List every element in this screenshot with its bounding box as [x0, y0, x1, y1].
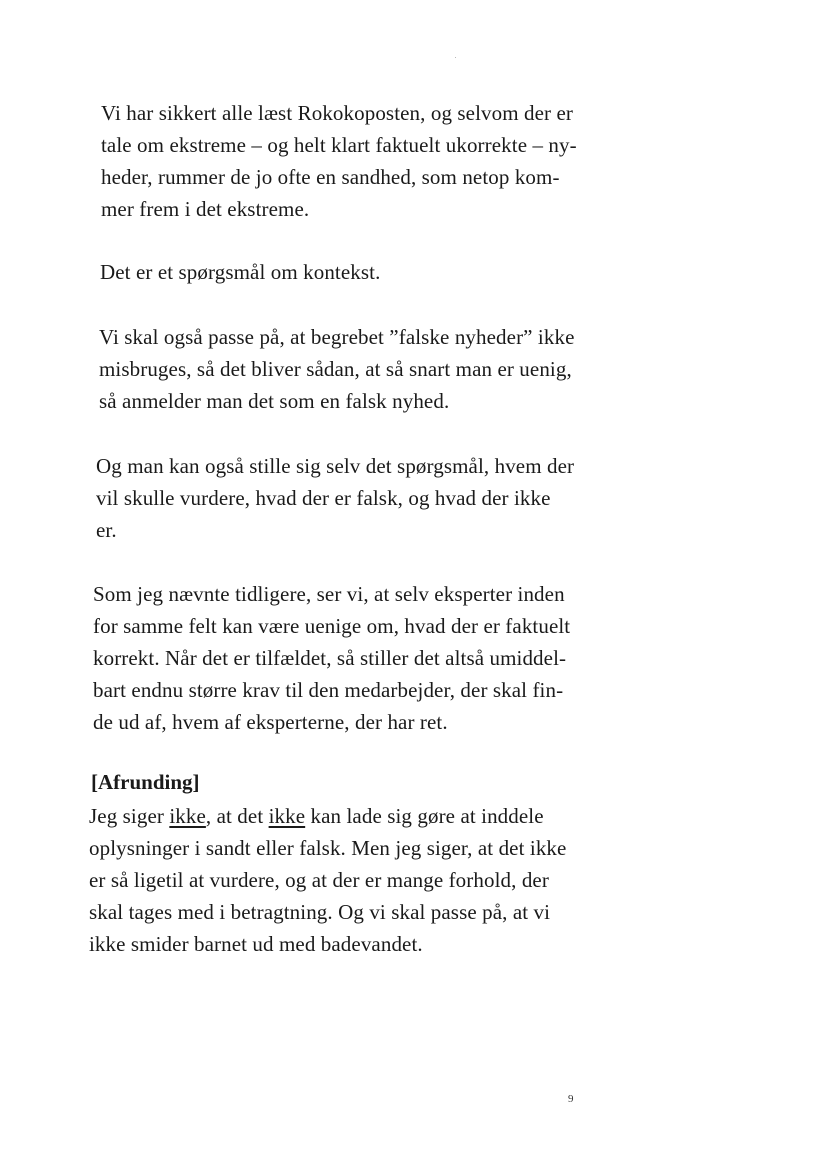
- paragraph-line: oplysninger i sandt eller falsk. Men jeg siger, at det ikke: [89, 836, 567, 860]
- paragraph-1: [101, 97, 577, 225]
- paragraph-line: Vi skal også passe på, at begrebet ”falske nyheder” ikke: [99, 325, 575, 349]
- paragraph-line: Vi har sikkert alle læst Rokokoposten, og selvom der er: [101, 101, 573, 125]
- paragraph-line: Som jeg nævnte tidligere, ser vi, at selv eksperter inden: [93, 582, 565, 606]
- paragraph-line: er.: [96, 518, 117, 542]
- page-number: 9: [568, 1093, 574, 1105]
- paragraph-5: [93, 578, 570, 738]
- closing-paragraph: [89, 800, 566, 960]
- section-heading: [Afrunding]: [91, 770, 200, 794]
- paragraph-line: mer frem i det ekstreme.: [101, 197, 310, 221]
- paragraph-line: vil skulle vurdere, hvad der er falsk, og hvad der ikke: [96, 486, 551, 510]
- paragraph-2: [100, 256, 380, 288]
- scan-speck: [455, 57, 456, 58]
- paragraph-line: så anmelder man det som en falsk nyhed.: [99, 389, 450, 413]
- underlined-word: ikke: [268, 804, 306, 828]
- text-run: kan lade sig gøre at inddele: [305, 804, 544, 828]
- paragraph-line: er så ligetil at vurdere, og at der er mange forhold, der: [89, 868, 549, 892]
- paragraph-line: Det er et spørgsmål om kontekst.: [100, 260, 381, 284]
- paragraph-line: [89, 800, 566, 832]
- paragraph-line: tale om ekstreme – og helt klart faktuelt ukorrekte – ny-: [101, 133, 577, 157]
- text-run: Jeg siger: [89, 804, 170, 828]
- paragraph-line: for samme felt kan være uenige om, hvad der er faktuelt: [93, 614, 571, 638]
- paragraph-line: ikke smider barnet ud med badevandet.: [89, 932, 423, 956]
- paragraph-line: de ud af, hvem af eksperterne, der har ret.: [93, 710, 448, 734]
- paragraph-line: heder, rummer de jo ofte en sandhed, som netop kom-: [101, 165, 560, 189]
- paragraph-4: [96, 450, 574, 546]
- underlined-word: ikke: [169, 804, 206, 828]
- paragraph-line: misbruges, så det bliver sådan, at så snart man er uenig,: [99, 357, 572, 381]
- paragraph-line: bart endnu større krav til den medarbejder, der skal fin-: [93, 678, 564, 702]
- paragraph-line: skal tages med i betragtning. Og vi skal passe på, at vi: [89, 900, 551, 924]
- paragraph-line: Og man kan også stille sig selv det spørgsmål, hvem der: [96, 454, 575, 478]
- paragraph-line: korrekt. Når det er tilfældet, så stiller det altså umiddel-: [93, 646, 567, 670]
- paragraph-3: [99, 321, 575, 417]
- text-run: , at det: [205, 804, 269, 828]
